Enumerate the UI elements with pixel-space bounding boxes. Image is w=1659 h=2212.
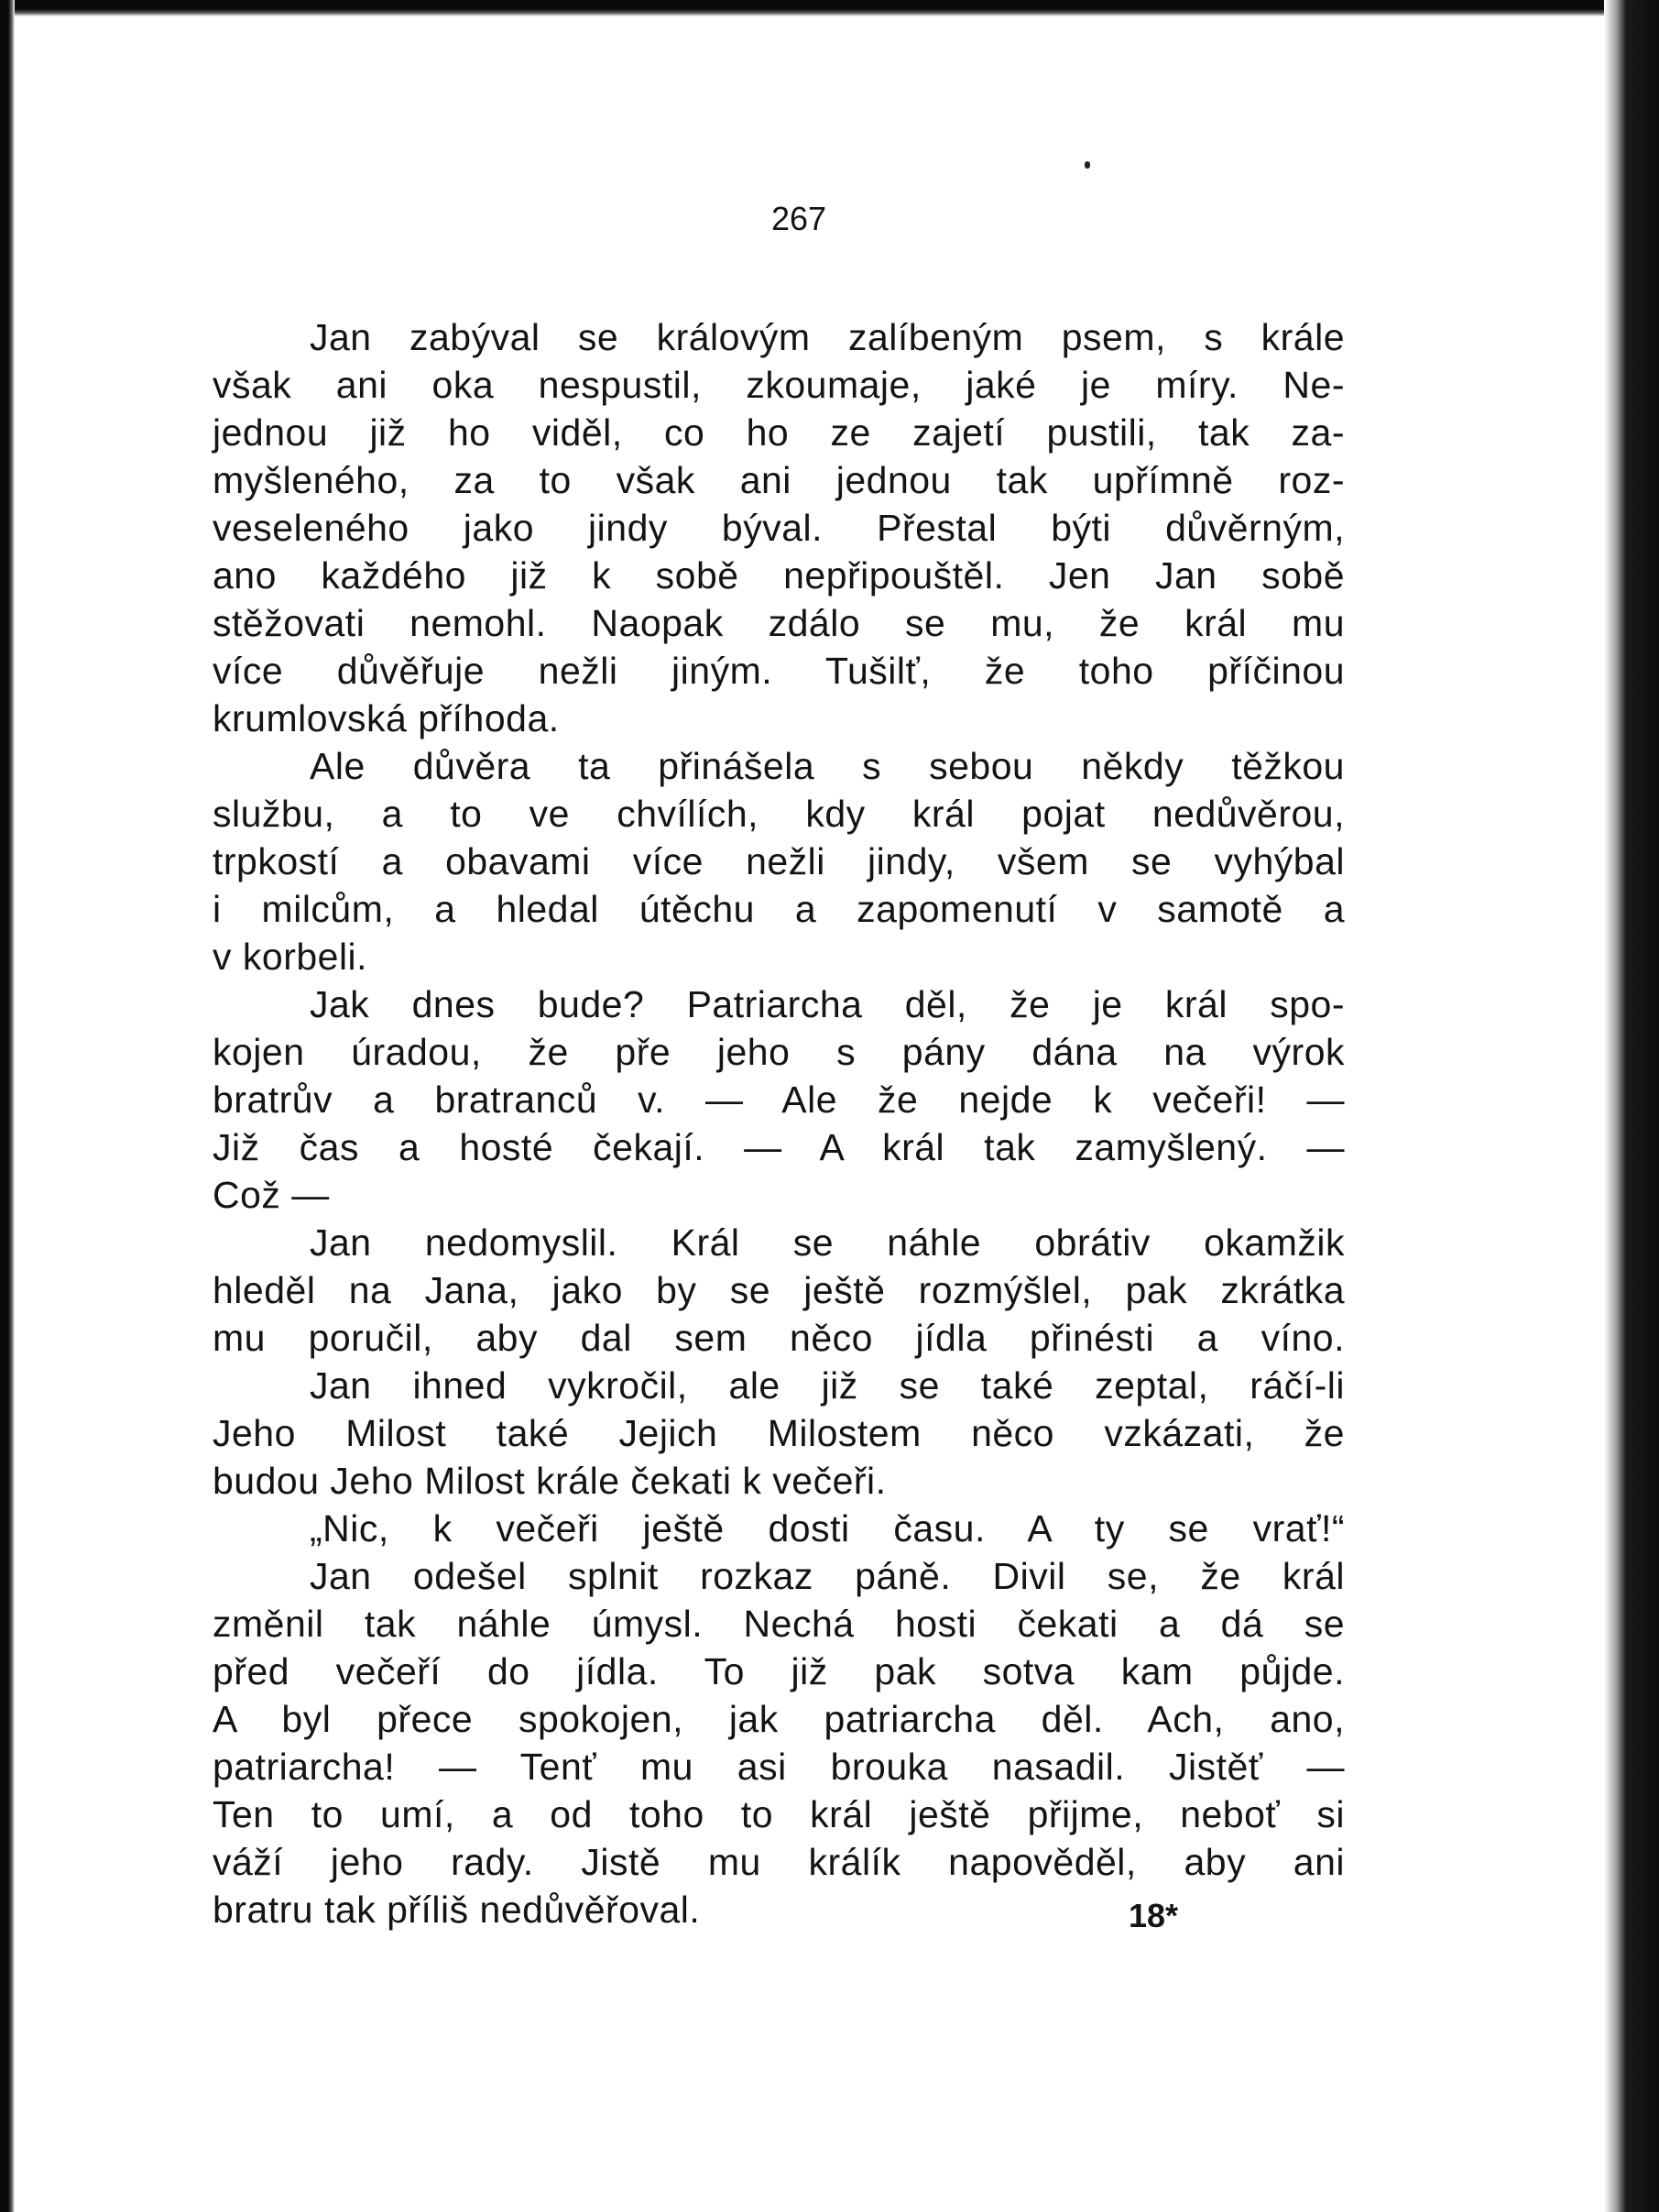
- text-line: Jeho Milost také Jejich Milostem něco vzkázati, že: [213, 1412, 1345, 1454]
- text-line: v korbeli.: [213, 936, 368, 978]
- ink-speck: [1085, 161, 1090, 169]
- text-line: krumlovská příhoda.: [213, 697, 560, 739]
- scan-right-edge: [1604, 0, 1659, 2212]
- scan-top-edge: [0, 0, 1659, 16]
- text-line: budou Jeho Milost krále čekati k večeři.: [213, 1460, 887, 1502]
- text-line: i milcům, a hledal útěchu a zapomenutí v samotě a: [213, 888, 1345, 930]
- text-line: bratrův a bratranců v. — Ale že nejde k večeři! —: [213, 1079, 1345, 1121]
- text-line: před večeří do jídla. To již pak sotva kam půjde.: [213, 1650, 1345, 1692]
- text-line: však ani oka nespustil, zkoumaje, jaké je míry. Ne-: [213, 364, 1345, 406]
- text-line: Jan nedomyslil. Král se náhle obrátiv okamžik: [310, 1221, 1345, 1264]
- text-line: Jan zabýval se královým zalíbeným psem, s krále: [310, 316, 1345, 358]
- text-line: váží jeho rady. Jistě mu králík napověděl, aby ani: [213, 1841, 1345, 1883]
- text-line: stěžovati nemohl. Naopak zdálo se mu, že král mu: [213, 602, 1345, 644]
- text-line: myšleného, za to však ani jednou tak upřímně roz-: [213, 459, 1345, 501]
- page-number: 267: [770, 200, 827, 237]
- text-line: Jak dnes bude? Patriarcha děl, že je král spo-: [310, 983, 1345, 1025]
- text-line: Jan odešel splnit rozkaz páně. Divil se, že král: [310, 1555, 1345, 1597]
- text-line: hleděl na Jana, jako by se ještě rozmýšlel, pak zkrátka: [213, 1269, 1345, 1311]
- text-line: trpkostí a obavami více nežli jindy, všem se vyhýbal: [213, 840, 1345, 882]
- text-line: Což —: [213, 1174, 330, 1216]
- text-line: bratru tak příliš nedůvěřoval.: [213, 1889, 701, 1931]
- text-line: veseleného jako jindy býval. Přestal býti důvěrným,: [213, 507, 1345, 549]
- text-line: jednou již ho viděl, co ho ze zajetí pustili, tak za-: [213, 411, 1345, 454]
- text-line: „Nic, k večeři ještě dosti času. A ty se vrať!“: [310, 1507, 1345, 1549]
- text-line: Již čas a hosté čekají. — A král tak zamyšlený. —: [213, 1126, 1345, 1168]
- text-line: více důvěřuje nežli jiným. Tušilť, že toho příčinou: [213, 650, 1345, 692]
- text-line: Ten to umí, a od toho to král ještě přijme, neboť si: [213, 1793, 1345, 1835]
- page-body-text: [213, 313, 1345, 1933]
- signature-mark: 18*: [1129, 1897, 1179, 1934]
- text-line: změnil tak náhle úmysl. Nechá hosti čekati a dá se: [213, 1603, 1345, 1645]
- text-line: mu poručil, aby dal sem něco jídla přinésti a víno.: [213, 1317, 1345, 1359]
- text-line: patriarcha! — Tenť mu asi brouka nasadil. Jistěť —: [213, 1746, 1345, 1788]
- text-line: ano každého již k sobě nepřipouštěl. Jen Jan sobě: [213, 554, 1345, 597]
- scan-left-edge: [0, 0, 15, 2212]
- text-line: A byl přece spokojen, jak patriarcha děl. Ach, ano,: [213, 1698, 1345, 1740]
- text-line: kojen úradou, že pře jeho s pány dána na výrok: [213, 1031, 1345, 1073]
- text-line: službu, a to ve chvílích, kdy král pojat nedůvěrou,: [213, 793, 1345, 835]
- text-line: Jan ihned vykročil, ale již se také zeptal, ráčí-li: [310, 1364, 1345, 1407]
- text-line: Ale důvěra ta přinášela s sebou někdy těžkou: [310, 745, 1345, 787]
